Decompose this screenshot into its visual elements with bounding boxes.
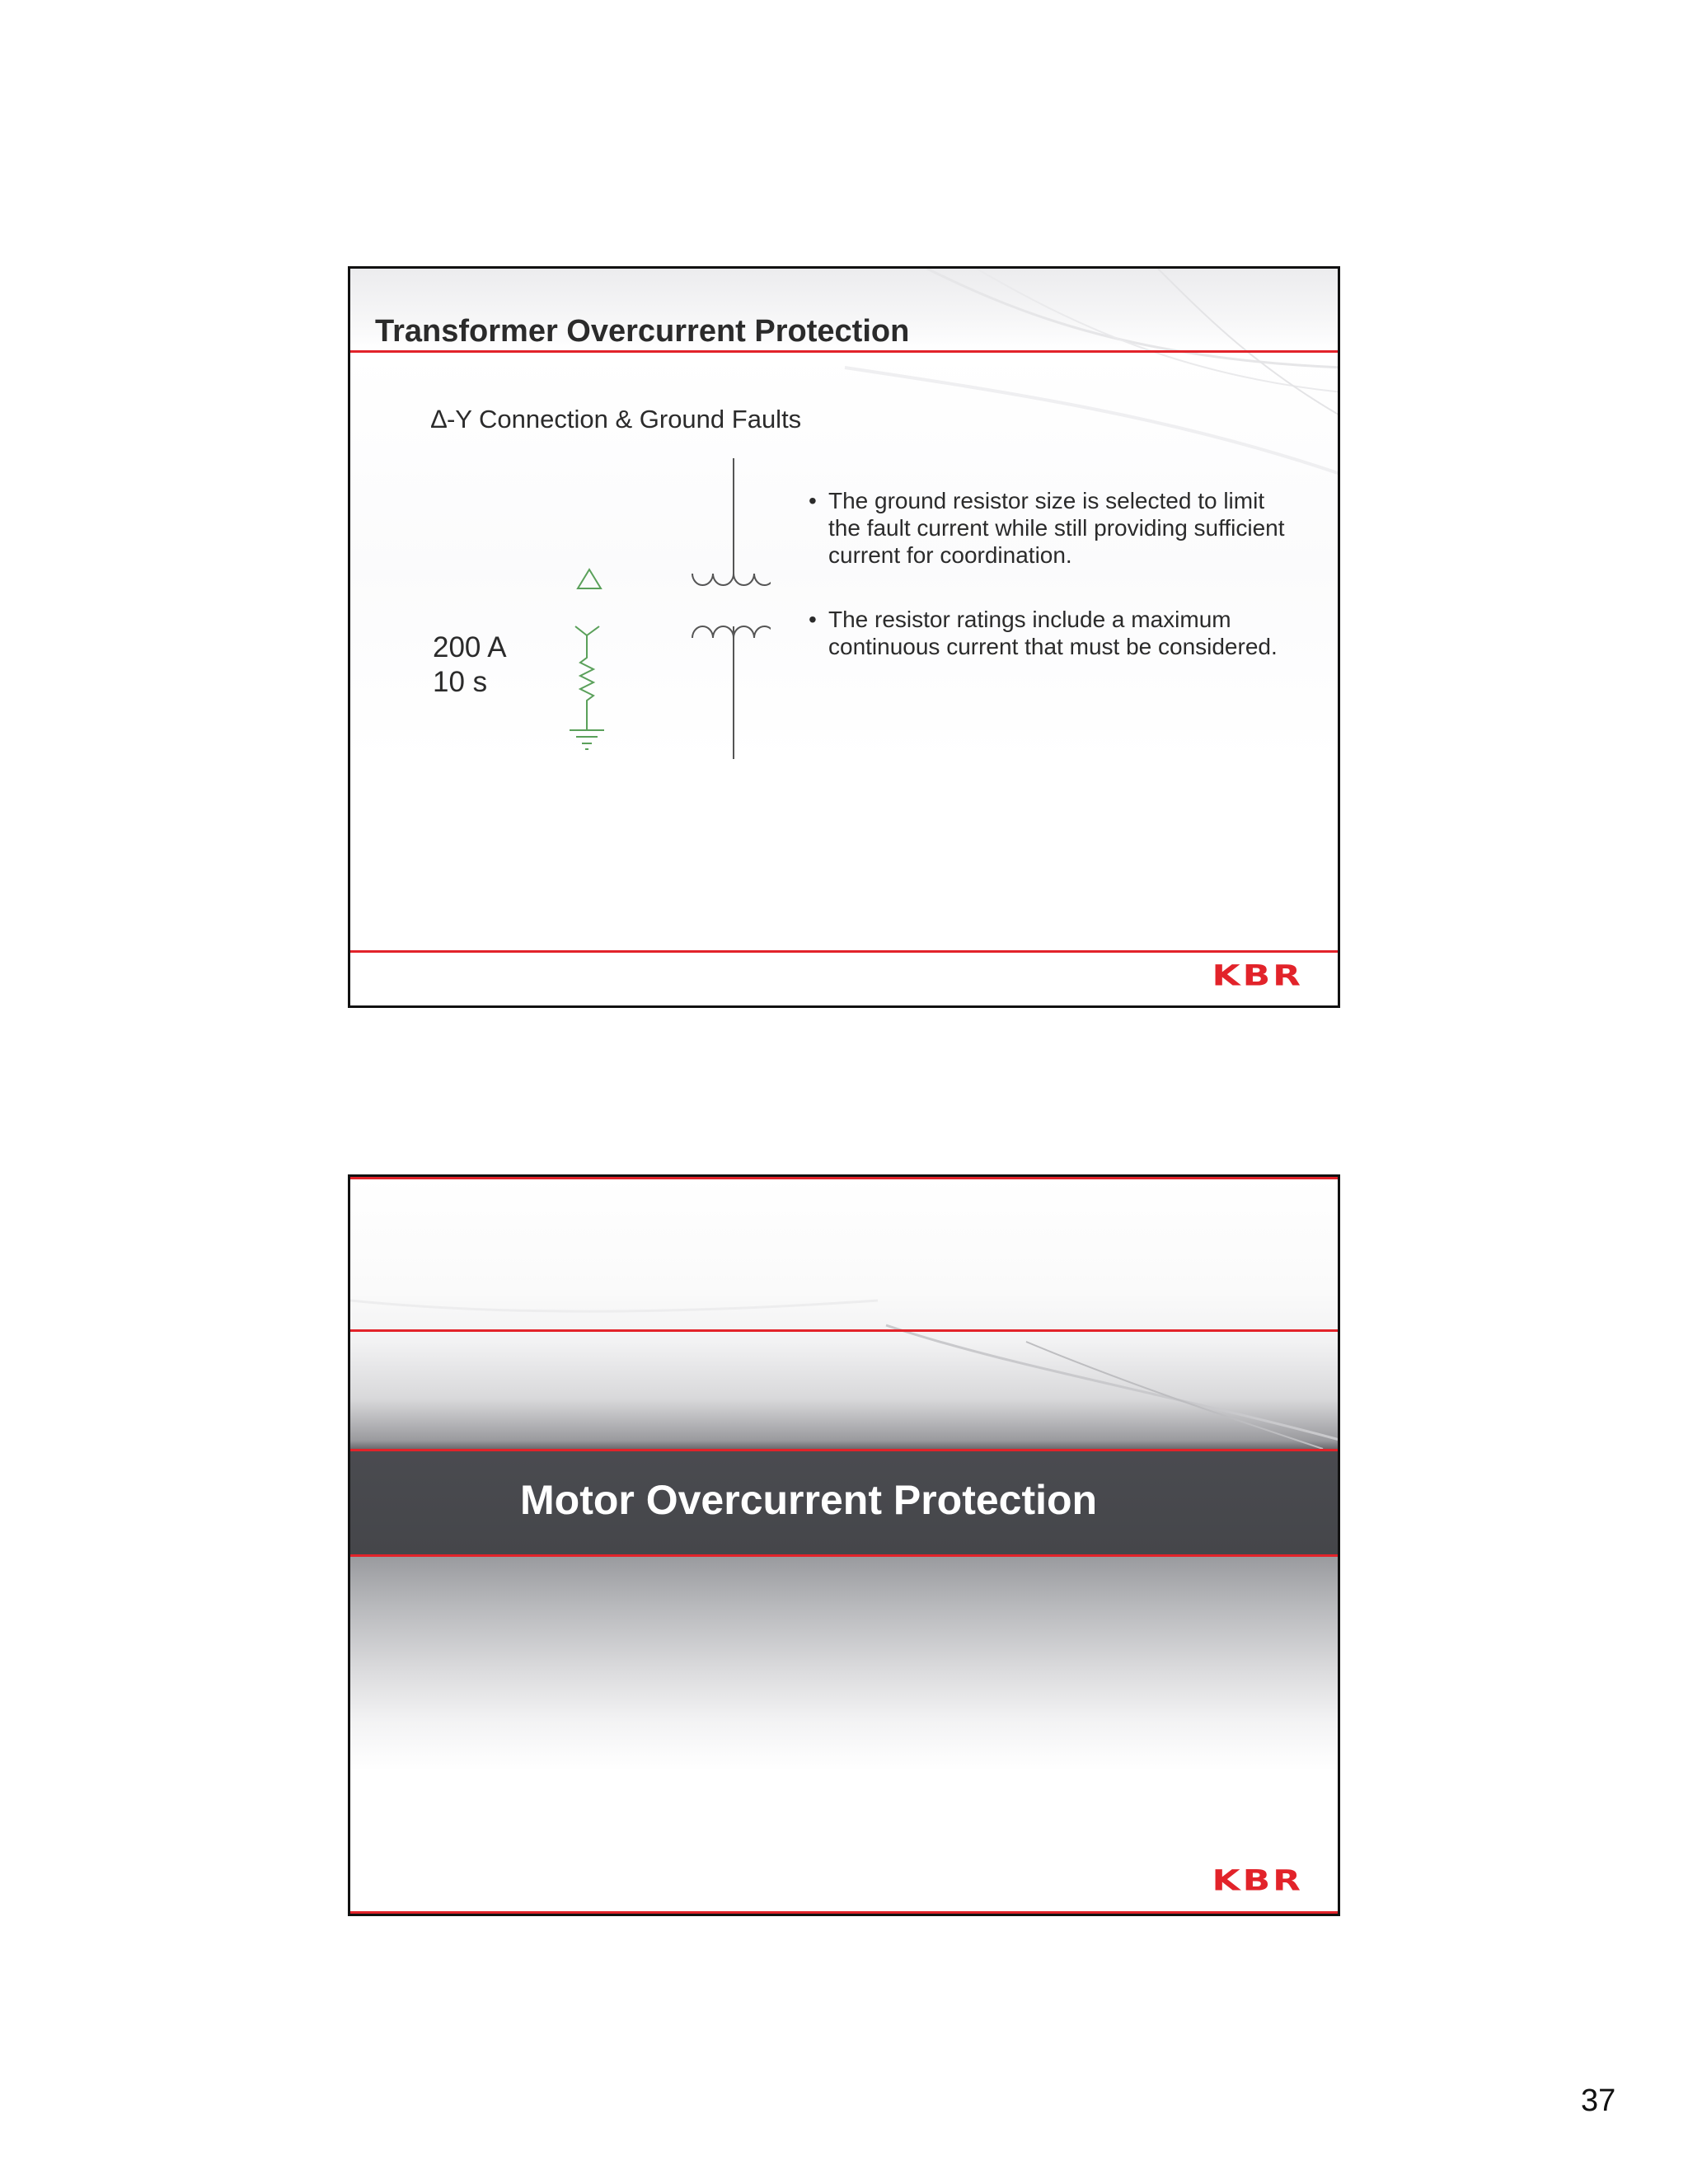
section-title: Motor Overcurrent Protection bbox=[520, 1477, 1098, 1523]
bullet-item: • The resistor ratings include a maximum continuous current that must be considered. bbox=[809, 606, 1295, 660]
slide-transformer-protection bbox=[348, 266, 1340, 1008]
primary-winding bbox=[692, 574, 771, 585]
kbr-logo: KBR bbox=[1212, 959, 1303, 992]
background-swoosh-graphic bbox=[350, 1177, 1340, 1449]
slide-bottom-gradient bbox=[350, 1557, 1338, 1914]
bullet-item: • The ground resistor size is selected to limit the fault current while still providing sufficient current for coordination. bbox=[809, 487, 1295, 569]
kbr-logo: KBR bbox=[1212, 1864, 1303, 1897]
top-accent-line bbox=[350, 1177, 1338, 1179]
delta-wye-transformer-diagram bbox=[424, 458, 771, 771]
secondary-winding bbox=[692, 626, 771, 638]
grounding-resistor bbox=[580, 649, 593, 730]
resistor-time-rating: 10 s bbox=[433, 666, 488, 698]
slide-title: Transformer Overcurrent Protection bbox=[375, 314, 910, 349]
slide-motor-protection bbox=[348, 1174, 1340, 1916]
ground-symbol bbox=[570, 730, 604, 749]
wye-symbol bbox=[575, 626, 599, 649]
title-underline bbox=[350, 350, 1338, 353]
delta-symbol bbox=[578, 569, 601, 588]
page-number: 37 bbox=[1581, 2083, 1616, 2118]
footer-line bbox=[350, 1911, 1338, 1914]
upper-accent-line bbox=[350, 1329, 1338, 1332]
footer-line bbox=[350, 950, 1338, 953]
resistor-current-rating: 200 A bbox=[433, 631, 507, 663]
slide-subtitle: ∆-Y Connection & Ground Faults bbox=[431, 405, 802, 434]
bullet-list bbox=[809, 487, 1295, 697]
